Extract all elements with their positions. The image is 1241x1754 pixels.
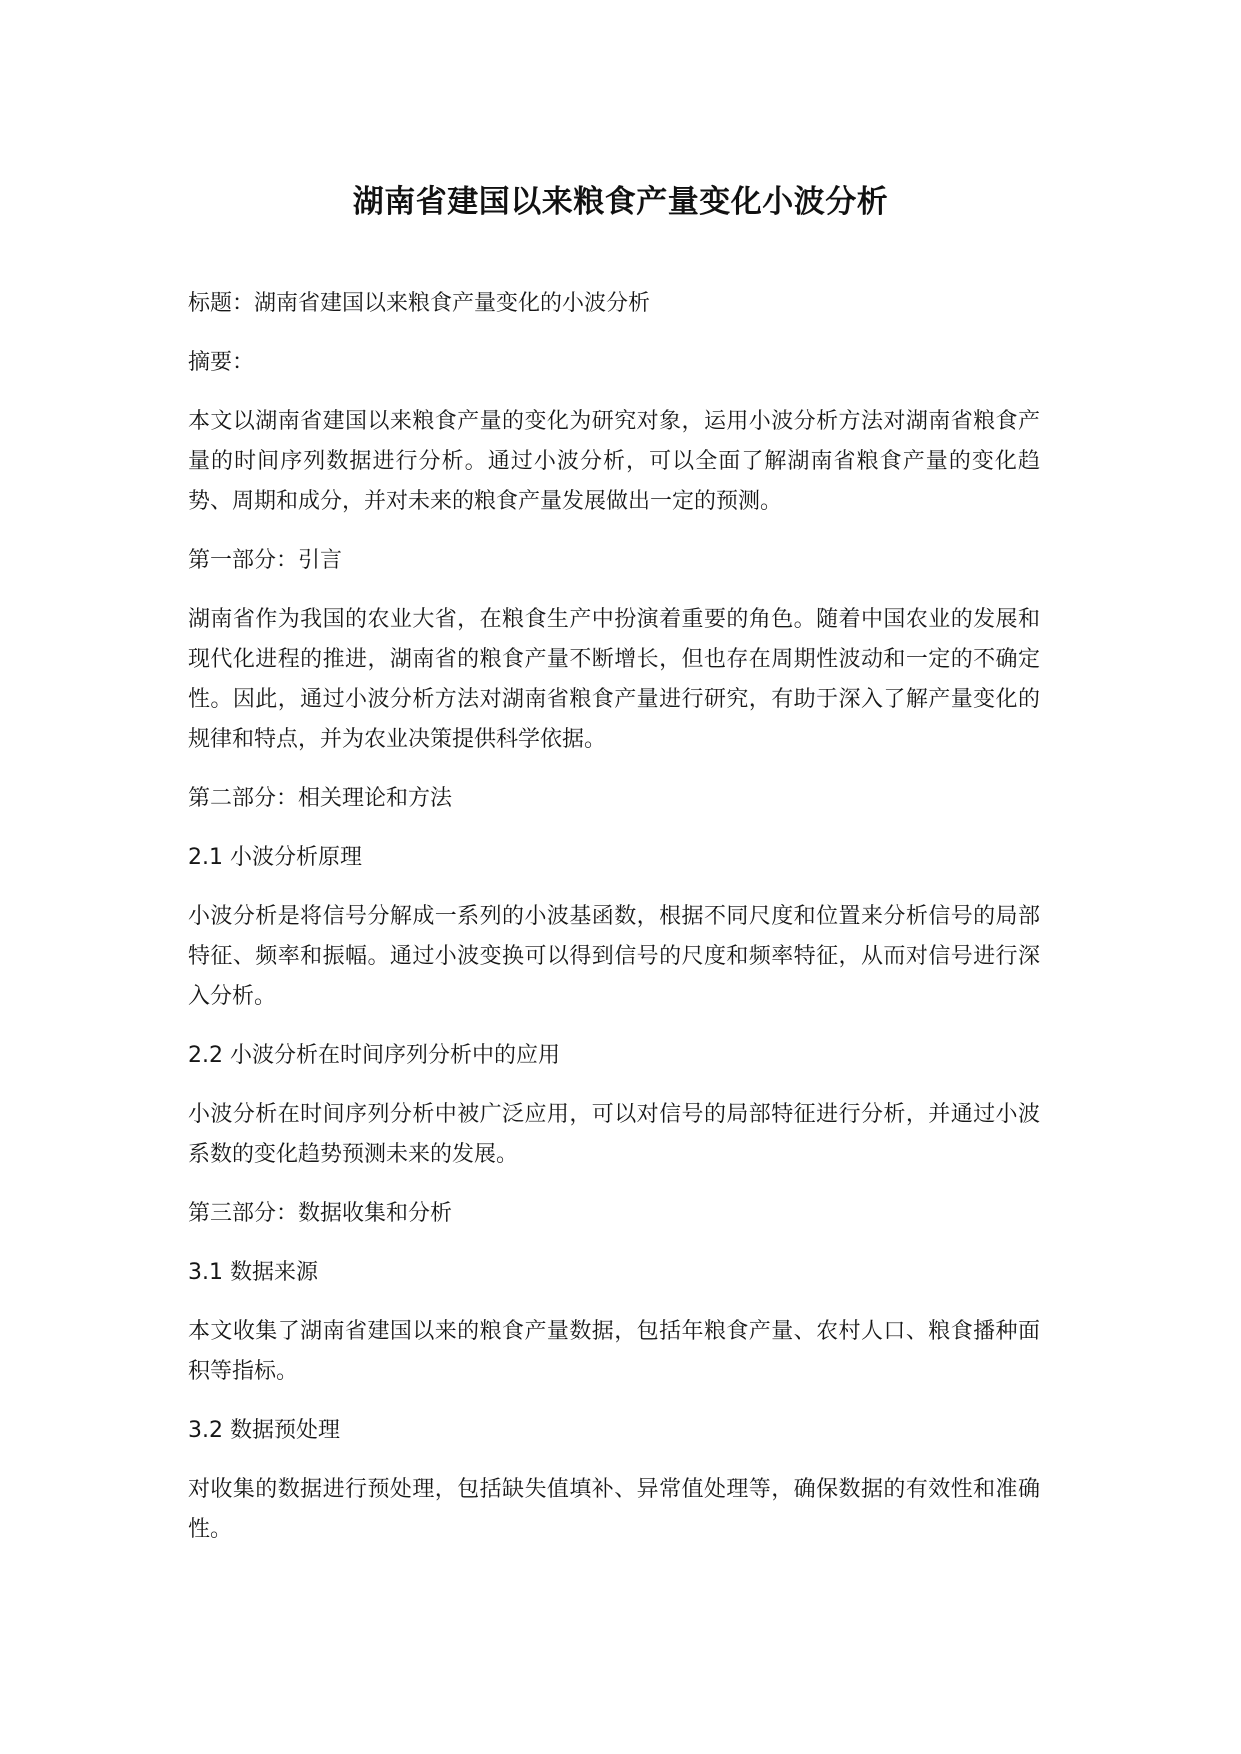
section-2-2-heading: 2.2 小波分析在时间序列分析中的应用 <box>188 1043 560 1068</box>
intro-paragraph: 湖南省作为我国的农业大省，在粮食生产中扮演着重要的角色。随着中国农业的发展和现代化进程的推进，湖南省的粮食产量不断增长，但也存在周期性波动和一定的不确定性。因此，通过小波分析方法对湖南省粮食产量进行研究，有助于深入了解产量变化的规律和特点，并为农业决策提供科学依据。 <box>188 607 1040 752</box>
section-2-heading: 第二部分：相关理论和方法 <box>188 786 453 811</box>
subtitle-line: 标题：湖南省建国以来粮食产量变化的小波分析 <box>188 291 651 316</box>
abstract-heading: 摘要： <box>188 350 255 375</box>
data-preprocessing-paragraph: 对收集的数据进行预处理，包括缺失值填补、异常值处理等，确保数据的有效性和准确性。 <box>188 1477 1040 1542</box>
data-source-paragraph: 本文收集了湖南省建国以来的粮食产量数据，包括年粮食产量、农村人口、粮食播种面积等指标。 <box>188 1319 1040 1384</box>
section-1-heading: 第一部分：引言 <box>188 548 343 573</box>
section-3-1-heading: 3.1 数据来源 <box>188 1260 318 1285</box>
wavelet-application-paragraph: 小波分析在时间序列分析中被广泛应用，可以对信号的局部特征进行分析，并通过小波系数的变化趋势预测未来的发展。 <box>188 1102 1040 1167</box>
document-title: 湖南省建国以来粮食产量变化小波分析 <box>352 184 889 220</box>
section-3-2-heading: 3.2 数据预处理 <box>188 1418 340 1443</box>
abstract-paragraph: 本文以湖南省建国以来粮食产量的变化为研究对象，运用小波分析方法对湖南省粮食产量的时间序列数据进行分析。通过小波分析，可以全面了解湖南省粮食产量的变化趋势、周期和成分，并对未来的粮食产量发展做出一定的预测。 <box>188 409 1040 514</box>
wavelet-principle-paragraph: 小波分析是将信号分解成一系列的小波基函数，根据不同尺度和位置来分析信号的局部特征、频率和振幅。通过小波变换可以得到信号的尺度和频率特征，从而对信号进行深入分析。 <box>188 904 1040 1009</box>
section-2-1-heading: 2.1 小波分析原理 <box>188 845 362 870</box>
section-3-heading: 第三部分：数据收集和分析 <box>188 1201 453 1226</box>
document-body <box>188 284 1040 1550</box>
